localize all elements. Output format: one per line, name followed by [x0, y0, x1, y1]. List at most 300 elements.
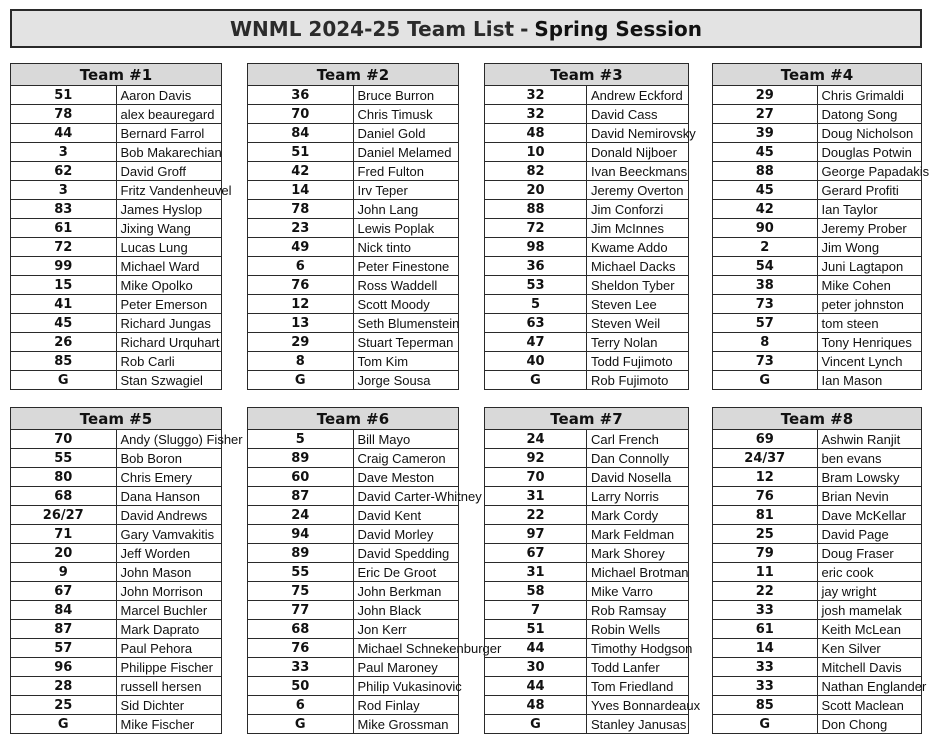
player-row: [11, 162, 222, 181]
player-name: Bob Makarechian: [116, 143, 222, 162]
player-row: [248, 677, 459, 696]
jersey-number: 45: [11, 314, 117, 333]
player-row: [248, 86, 459, 105]
team-table: [247, 407, 502, 734]
jersey-number: G: [713, 715, 818, 734]
player-name: Datong Song: [817, 105, 922, 124]
jersey-number: 70: [485, 468, 587, 487]
jersey-number: 70: [11, 430, 117, 449]
jersey-number: 31: [485, 487, 587, 506]
jersey-number: G: [11, 715, 117, 734]
player-row: [713, 200, 922, 219]
player-row: [713, 582, 922, 601]
player-name: Larry Norris: [587, 487, 689, 506]
player-name: Aaron Davis: [116, 86, 222, 105]
jersey-number: 6: [248, 696, 354, 715]
player-name: Marcel Buchler: [116, 601, 222, 620]
jersey-number: G: [485, 715, 587, 734]
team-name: Team #6: [248, 408, 459, 430]
player-name: Nathan Englander: [817, 677, 922, 696]
player-name: Mark Feldman: [587, 525, 689, 544]
player-row: [485, 86, 689, 105]
jersey-number: 38: [713, 276, 818, 295]
player-row: [248, 620, 459, 639]
jersey-number: 90: [713, 219, 818, 238]
team-table: [484, 63, 696, 390]
player-row: [248, 181, 459, 200]
player-row: [11, 639, 222, 658]
jersey-number: 89: [248, 544, 354, 563]
jersey-number: 22: [713, 582, 818, 601]
player-row: [248, 238, 459, 257]
team-name: Team #4: [713, 64, 922, 86]
jersey-number: 44: [485, 677, 587, 696]
player-row: [248, 257, 459, 276]
jersey-number: 9: [11, 563, 117, 582]
team-name: Team #8: [713, 408, 922, 430]
title-separator: -: [520, 16, 529, 41]
player-name: Steven Weil: [587, 314, 689, 333]
jersey-number: 5: [485, 295, 587, 314]
player-name: Stuart Teperman: [353, 333, 459, 352]
team-name: Team #5: [11, 408, 222, 430]
player-name: Bill Mayo: [353, 430, 459, 449]
player-name: josh mamelak: [817, 601, 922, 620]
player-row: [485, 715, 689, 734]
player-row: [248, 563, 459, 582]
player-name: Bernard Farrol: [116, 124, 222, 143]
player-name: Doug Fraser: [817, 544, 922, 563]
player-name: Tony Henriques: [817, 333, 922, 352]
player-name: Sid Dichter: [116, 696, 222, 715]
jersey-number: 68: [11, 487, 117, 506]
jersey-number: 78: [11, 105, 117, 124]
jersey-number: 11: [713, 563, 818, 582]
player-row: [485, 449, 689, 468]
player-name: Gary Vamvakitis: [116, 525, 222, 544]
player-row: [713, 371, 922, 390]
player-row: [485, 506, 689, 525]
jersey-number: 72: [485, 219, 587, 238]
player-name: John Morrison: [116, 582, 222, 601]
player-row: [713, 314, 922, 333]
player-name: John Mason: [116, 563, 222, 582]
player-name: Keith McLean: [817, 620, 922, 639]
team-table: [712, 63, 930, 390]
player-row: [11, 352, 222, 371]
jersey-number: 41: [11, 295, 117, 314]
player-row: [248, 715, 459, 734]
player-name: Chris Grimaldi: [817, 86, 922, 105]
player-row: [713, 696, 922, 715]
team-table: [484, 407, 701, 734]
player-row: [713, 658, 922, 677]
jersey-number: 67: [485, 544, 587, 563]
jersey-number: 24: [485, 430, 587, 449]
player-name: Tom Friedland: [587, 677, 689, 696]
player-name: James Hyslop: [116, 200, 222, 219]
player-row: [248, 582, 459, 601]
player-row: [485, 143, 689, 162]
jersey-number: 80: [11, 468, 117, 487]
jersey-number: 36: [485, 257, 587, 276]
jersey-number: 98: [485, 238, 587, 257]
jersey-number: 71: [11, 525, 117, 544]
jersey-number: 24/37: [713, 449, 818, 468]
player-name: Rob Carli: [116, 352, 222, 371]
player-name: David Andrews: [116, 506, 222, 525]
jersey-number: 81: [713, 506, 818, 525]
player-name: Mark Cordy: [587, 506, 689, 525]
player-row: [11, 314, 222, 333]
player-row: [248, 658, 459, 677]
player-name: Richard Urquhart: [116, 333, 222, 352]
player-name: Jim Conforzi: [587, 200, 689, 219]
jersey-number: 12: [248, 295, 354, 314]
jersey-number: 24: [248, 506, 354, 525]
player-name: Ken Silver: [817, 639, 922, 658]
jersey-number: 44: [11, 124, 117, 143]
jersey-number: 73: [713, 295, 818, 314]
player-name: jay wright: [817, 582, 922, 601]
player-row: [248, 219, 459, 238]
jersey-number: 57: [713, 314, 818, 333]
jersey-number: 7: [485, 601, 587, 620]
jersey-number: 33: [248, 658, 354, 677]
player-name: Stan Szwagiel: [116, 371, 222, 390]
player-name: David Spedding: [353, 544, 459, 563]
player-name: John Berkman: [353, 582, 459, 601]
jersey-number: 73: [713, 352, 818, 371]
player-row: [713, 143, 922, 162]
jersey-number: 75: [248, 582, 354, 601]
jersey-number: 25: [713, 525, 818, 544]
player-name: Mike Varro: [587, 582, 689, 601]
player-name: Vincent Lynch: [817, 352, 922, 371]
player-row: [485, 487, 689, 506]
player-row: [713, 86, 922, 105]
player-name: Rob Ramsay: [587, 601, 689, 620]
player-name: Michael Schnekenburger: [353, 639, 459, 658]
player-name: Donald Nijboer: [587, 143, 689, 162]
player-name: Lewis Poplak: [353, 219, 459, 238]
jersey-number: 14: [248, 181, 354, 200]
player-row: [11, 371, 222, 390]
player-row: [713, 276, 922, 295]
player-name: Bruce Burron: [353, 86, 459, 105]
player-row: [11, 525, 222, 544]
jersey-number: 85: [713, 696, 818, 715]
player-row: [248, 639, 459, 658]
player-row: [11, 238, 222, 257]
jersey-number: 47: [485, 333, 587, 352]
player-row: [11, 601, 222, 620]
player-row: [485, 620, 689, 639]
player-name: Peter Emerson: [116, 295, 222, 314]
player-row: [713, 715, 922, 734]
player-row: [485, 124, 689, 143]
jersey-number: 2: [713, 238, 818, 257]
player-name: Craig Cameron: [353, 449, 459, 468]
player-name: Fritz Vandenheuvel: [116, 181, 222, 200]
player-name: Douglas Potwin: [817, 143, 922, 162]
jersey-number: 84: [11, 601, 117, 620]
player-name: Yves Bonnardeaux: [587, 696, 689, 715]
player-row: [11, 86, 222, 105]
team-table: [247, 63, 459, 390]
player-name: David Cass: [587, 105, 689, 124]
player-name: Jim McInnes: [587, 219, 689, 238]
player-row: [248, 333, 459, 352]
player-name: Chris Timusk: [353, 105, 459, 124]
jersey-number: 70: [248, 105, 354, 124]
player-row: [713, 677, 922, 696]
jersey-number: 92: [485, 449, 587, 468]
player-row: [485, 430, 689, 449]
jersey-number: 76: [248, 639, 354, 658]
player-row: [713, 430, 922, 449]
player-row: [713, 333, 922, 352]
player-row: [11, 658, 222, 677]
player-name: Jeremy Prober: [817, 219, 922, 238]
jersey-number: 26: [11, 333, 117, 352]
player-row: [248, 544, 459, 563]
jersey-number: 32: [485, 86, 587, 105]
player-row: [11, 582, 222, 601]
player-row: [713, 352, 922, 371]
player-row: [11, 715, 222, 734]
player-name: Peter Finestone: [353, 257, 459, 276]
player-row: [485, 601, 689, 620]
jersey-number: 33: [713, 658, 818, 677]
player-name: Bram Lowsky: [817, 468, 922, 487]
player-row: [485, 371, 689, 390]
player-name: tom steen: [817, 314, 922, 333]
player-name: Ashwin Ranjit: [817, 430, 922, 449]
jersey-number: 27: [713, 105, 818, 124]
jersey-number: 42: [713, 200, 818, 219]
jersey-number: 82: [485, 162, 587, 181]
player-row: [485, 219, 689, 238]
player-name: John Black: [353, 601, 459, 620]
jersey-number: 10: [485, 143, 587, 162]
player-row: [713, 219, 922, 238]
player-name: Jon Kerr: [353, 620, 459, 639]
jersey-number: G: [713, 371, 818, 390]
player-name: Paul Maroney: [353, 658, 459, 677]
player-name: Rob Fujimoto: [587, 371, 689, 390]
player-name: Mark Daprato: [116, 620, 222, 639]
player-name: David Kent: [353, 506, 459, 525]
player-name: Lucas Lung: [116, 238, 222, 257]
player-name: Mike Opolko: [116, 276, 222, 295]
player-name: Gerard Profiti: [817, 181, 922, 200]
player-row: [713, 238, 922, 257]
player-name: Todd Fujimoto: [587, 352, 689, 371]
jersey-number: 88: [713, 162, 818, 181]
player-name: Stanley Janusas: [587, 715, 689, 734]
jersey-number: 63: [485, 314, 587, 333]
player-row: [248, 487, 459, 506]
jersey-number: 84: [248, 124, 354, 143]
jersey-number: 22: [485, 506, 587, 525]
jersey-number: 15: [11, 276, 117, 295]
jersey-number: 99: [11, 257, 117, 276]
jersey-number: 8: [713, 333, 818, 352]
player-name: Ivan Beeckmans: [587, 162, 689, 181]
player-name: Steven Lee: [587, 295, 689, 314]
player-name: Dave Meston: [353, 468, 459, 487]
player-name: Scott Maclean: [817, 696, 922, 715]
jersey-number: 42: [248, 162, 354, 181]
player-row: [485, 468, 689, 487]
player-row: [485, 105, 689, 124]
player-row: [11, 449, 222, 468]
page-title: [10, 9, 922, 48]
player-row: [485, 544, 689, 563]
jersey-number: 68: [248, 620, 354, 639]
jersey-number: 89: [248, 449, 354, 468]
player-row: [485, 639, 689, 658]
player-name: Brian Nevin: [817, 487, 922, 506]
player-name: Terry Nolan: [587, 333, 689, 352]
player-row: [11, 105, 222, 124]
jersey-number: 14: [713, 639, 818, 658]
jersey-number: 13: [248, 314, 354, 333]
player-row: [248, 449, 459, 468]
player-name: Fred Fulton: [353, 162, 459, 181]
player-name: Mike Grossman: [353, 715, 459, 734]
jersey-number: 94: [248, 525, 354, 544]
player-name: russell hersen: [116, 677, 222, 696]
player-row: [248, 143, 459, 162]
player-name: eric cook: [817, 563, 922, 582]
player-row: [11, 257, 222, 276]
jersey-number: G: [248, 371, 354, 390]
player-name: Ian Taylor: [817, 200, 922, 219]
player-row: [11, 295, 222, 314]
jersey-number: 20: [11, 544, 117, 563]
player-row: [248, 200, 459, 219]
title-session: Spring Session: [534, 16, 702, 41]
player-row: [713, 124, 922, 143]
player-row: [485, 582, 689, 601]
jersey-number: 58: [485, 582, 587, 601]
player-name: David Groff: [116, 162, 222, 181]
player-row: [713, 601, 922, 620]
player-row: [11, 219, 222, 238]
player-name: David Nemirovsky: [587, 124, 689, 143]
player-row: [11, 696, 222, 715]
team-table: [10, 407, 243, 734]
player-row: [248, 468, 459, 487]
jersey-number: 45: [713, 143, 818, 162]
player-name: Irv Teper: [353, 181, 459, 200]
player-name: Rod Finlay: [353, 696, 459, 715]
jersey-number: 33: [713, 677, 818, 696]
player-row: [11, 563, 222, 582]
jersey-number: 96: [11, 658, 117, 677]
jersey-number: 31: [485, 563, 587, 582]
jersey-number: 67: [11, 582, 117, 601]
team-table: [10, 63, 232, 390]
player-row: [485, 563, 689, 582]
team-name: Team #1: [11, 64, 222, 86]
jersey-number: 53: [485, 276, 587, 295]
player-name: Jeremy Overton: [587, 181, 689, 200]
player-name: Timothy Hodgson: [587, 639, 689, 658]
player-row: [11, 620, 222, 639]
player-name: alex beauregard: [116, 105, 222, 124]
jersey-number: 49: [248, 238, 354, 257]
jersey-number: 45: [713, 181, 818, 200]
player-name: Andy (Sluggo) Fisher: [116, 430, 222, 449]
player-name: David Carter-Whitney: [353, 487, 459, 506]
jersey-number: 33: [713, 601, 818, 620]
jersey-number: 97: [485, 525, 587, 544]
player-row: [485, 295, 689, 314]
player-name: Jeff Worden: [116, 544, 222, 563]
player-name: ben evans: [817, 449, 922, 468]
player-row: [713, 639, 922, 658]
player-row: [713, 544, 922, 563]
title-main: WNML 2024-25 Team List: [230, 16, 515, 41]
player-row: [11, 276, 222, 295]
player-row: [248, 371, 459, 390]
player-row: [248, 295, 459, 314]
player-row: [248, 276, 459, 295]
player-row: [485, 200, 689, 219]
player-name: Michael Brotman: [587, 563, 689, 582]
player-name: David Page: [817, 525, 922, 544]
player-name: John Lang: [353, 200, 459, 219]
player-row: [11, 677, 222, 696]
player-row: [11, 181, 222, 200]
jersey-number: 36: [248, 86, 354, 105]
team-table: [712, 407, 927, 734]
team-name: Team #7: [485, 408, 689, 430]
player-row: [713, 563, 922, 582]
player-row: [485, 696, 689, 715]
player-name: Ross Waddell: [353, 276, 459, 295]
jersey-number: 23: [248, 219, 354, 238]
player-row: [713, 506, 922, 525]
jersey-number: 76: [248, 276, 354, 295]
player-row: [485, 525, 689, 544]
player-row: [713, 525, 922, 544]
player-name: Scott Moody: [353, 295, 459, 314]
team-name: Team #3: [485, 64, 689, 86]
player-row: [248, 105, 459, 124]
jersey-number: 29: [713, 86, 818, 105]
player-row: [485, 677, 689, 696]
player-name: Richard Jungas: [116, 314, 222, 333]
player-row: [248, 124, 459, 143]
player-row: [485, 162, 689, 181]
player-name: peter johnston: [817, 295, 922, 314]
jersey-number: 12: [713, 468, 818, 487]
player-row: [485, 352, 689, 371]
player-row: [248, 506, 459, 525]
player-row: [11, 200, 222, 219]
player-name: Daniel Gold: [353, 124, 459, 143]
player-name: Don Chong: [817, 715, 922, 734]
player-name: Dan Connolly: [587, 449, 689, 468]
player-row: [485, 257, 689, 276]
jersey-number: 61: [11, 219, 117, 238]
player-name: Nick tinto: [353, 238, 459, 257]
jersey-number: 83: [11, 200, 117, 219]
